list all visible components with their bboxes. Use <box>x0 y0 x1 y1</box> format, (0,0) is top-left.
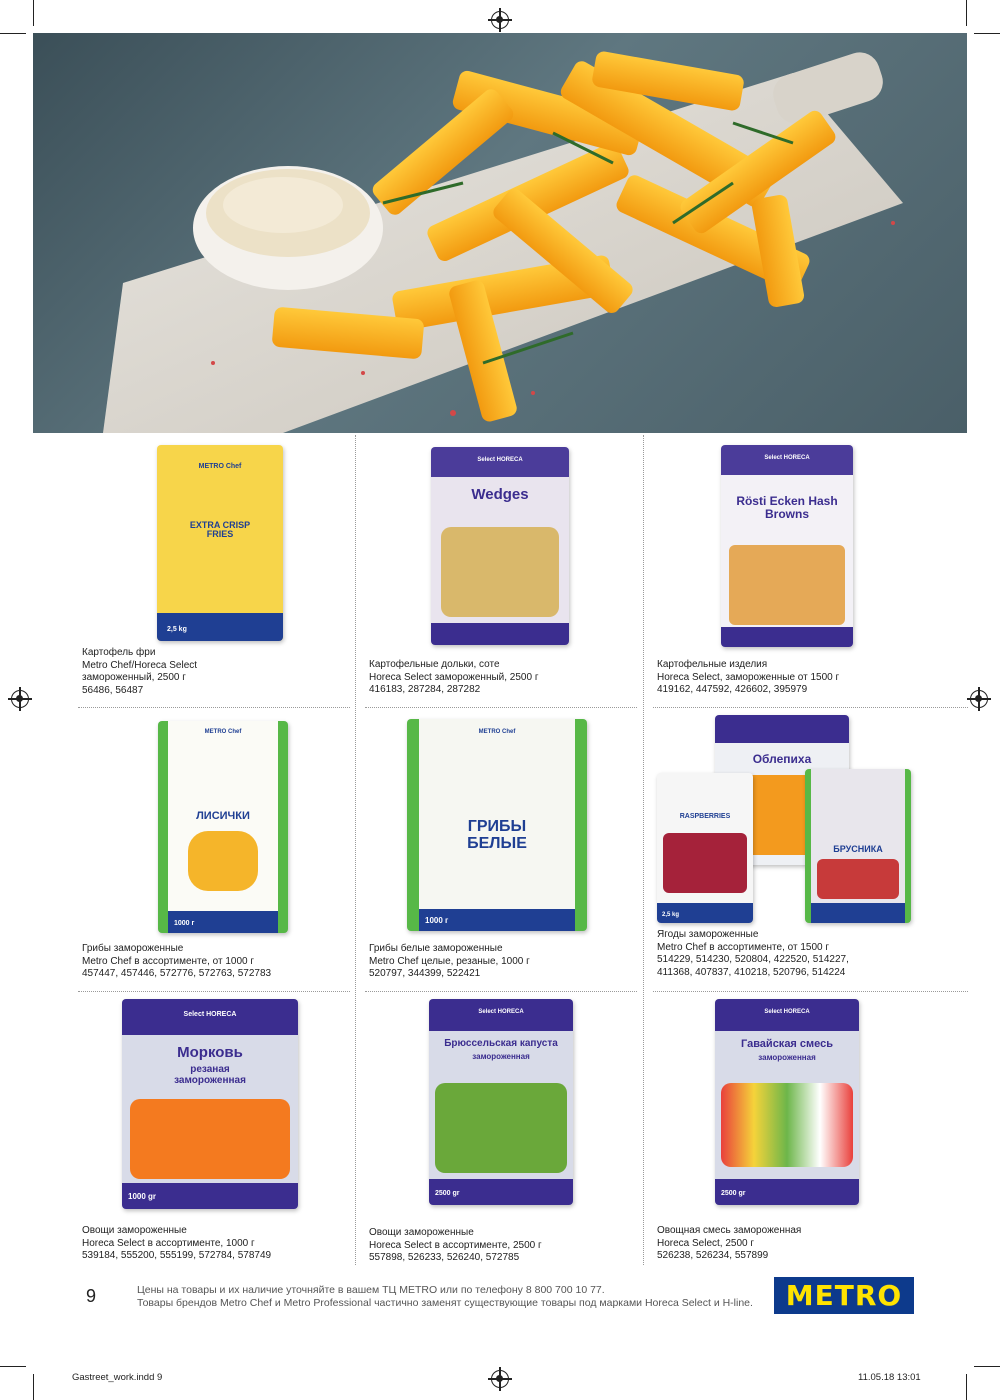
package-weight: 2500 gr <box>721 1189 746 1197</box>
product-description: Ягоды замороженные Metro Chef в ассортименте, от 1500 г 514229, 514230, 520804, 422520, 514227, 411368, 407837, 410218, 520796, 514224 <box>657 929 849 978</box>
print-slug-date: 11.05.18 13:01 <box>858 1372 921 1383</box>
package-title: ЛИСИЧКИ <box>196 810 250 822</box>
crop-mark <box>966 1374 967 1400</box>
package-title: Гавайская смесь <box>740 1038 834 1050</box>
product-description: Грибы белые замороженные Metro Chef целые, резаные, 1000 г 520797, 344399, 522421 <box>369 943 530 979</box>
product-card[interactable] <box>365 715 645 985</box>
product-package-image <box>805 769 911 923</box>
hero-photo <box>33 33 967 433</box>
product-package-image <box>715 999 859 1205</box>
row-divider <box>365 707 637 708</box>
fries-illustration <box>33 33 967 433</box>
crop-mark <box>0 1366 26 1367</box>
footer-note-line: Цены на товары и их наличие уточняйте в вашем ТЦ METRO или по телефону 8 800 700 10 77. <box>137 1284 605 1296</box>
product-card[interactable] <box>78 435 358 705</box>
product-description: Картофельные изделия Horeca Select, замороженные от 1500 г 419162, 447592, 426602, 395979 <box>657 659 840 695</box>
package-weight: 1000 gr <box>128 1191 157 1201</box>
registration-mark-icon <box>491 1370 509 1388</box>
package-title-seabuckthorn: Облепиха <box>752 752 812 766</box>
product-package-image <box>429 999 573 1205</box>
page-number: 9 <box>86 1286 97 1306</box>
product-card[interactable] <box>78 715 358 985</box>
package-brand: Select HORECA <box>183 1011 237 1018</box>
row-divider <box>78 991 350 992</box>
product-card[interactable] <box>653 999 933 1269</box>
package-title-lingonberry: БРУСНИКА <box>833 844 883 854</box>
package-brand: Select HORECA <box>477 457 523 463</box>
registration-mark-icon <box>970 690 988 708</box>
package-title-raspberries: RASPBERRIES <box>679 813 731 820</box>
product-description: Грибы замороженные Metro Chef в ассортименте, от 1000 г 457447, 457446, 572776, 572763, 572783 <box>82 943 272 979</box>
product-description: Овощная смесь замороженная Horeca Select, 2500 г 526238, 526234, 557899 <box>657 1225 802 1261</box>
metro-logo: METRO <box>774 1277 914 1314</box>
crop-mark <box>33 0 34 26</box>
footer-note-line: Товары брендов Metro Chef и Metro Professional частично заменят существующие товары под марками Horeca Select и H-line. <box>137 1297 753 1309</box>
row-divider <box>653 991 968 992</box>
package-title: Брюссельская капуста <box>444 1038 558 1049</box>
package-weight: 2,5 kg <box>662 911 680 918</box>
product-description: Картофель фри Metro Chef/Horeca Select замороженный, 2500 г 56486, 56487 <box>82 647 198 696</box>
product-package-image <box>158 721 288 933</box>
row-divider <box>653 707 968 708</box>
package-subtitle: замороженная <box>472 1052 530 1061</box>
crop-mark <box>974 1366 1000 1367</box>
print-slug-file: Gastreet_work.indd 9 <box>72 1372 163 1383</box>
registration-mark-icon <box>491 11 509 29</box>
package-brand: METRO Chef <box>478 729 516 735</box>
product-package-image <box>721 445 853 647</box>
crop-mark <box>974 33 1000 34</box>
product-package-image <box>657 773 753 923</box>
product-card[interactable] <box>653 715 933 985</box>
package-subtitle: замороженная <box>758 1053 816 1062</box>
package-brand: Select HORECA <box>764 455 810 461</box>
package-brand: Select HORECA <box>478 1009 524 1015</box>
package-weight: 1000 г <box>425 915 449 925</box>
product-package-image <box>407 719 587 931</box>
product-card[interactable] <box>78 999 358 1269</box>
package-title: ГРИБЫ БЕЛЫЕ <box>467 818 527 852</box>
package-brand: METRO Chef <box>204 729 242 735</box>
package-title: Rösti Ecken Hash Browns <box>736 494 838 521</box>
crop-mark <box>966 0 967 26</box>
crop-mark <box>33 1374 34 1400</box>
package-title: Wedges <box>471 486 529 503</box>
package-weight: 2500 gr <box>435 1189 460 1197</box>
product-card[interactable] <box>653 435 933 705</box>
product-description: Овощи замороженные Horeca Select в ассортименте, 2500 г 557898, 526233, 526240, 572785 <box>369 1227 542 1263</box>
row-divider <box>78 707 350 708</box>
product-card[interactable] <box>365 999 645 1269</box>
package-brand: Select HORECA <box>764 1009 810 1015</box>
package-title: EXTRA CRISP FRIES <box>189 520 251 540</box>
product-package-image <box>431 447 569 645</box>
product-description: Картофельные дольки, соте Horeca Select замороженный, 2500 г 416183, 287284, 287282 <box>369 659 539 695</box>
package-title: Морковь <box>177 1044 243 1061</box>
product-description: Овощи замороженные Horeca Select в ассортименте, 1000 г 539184, 555200, 555199, 572784, 578749 <box>82 1225 272 1261</box>
product-card[interactable] <box>365 435 645 705</box>
package-weight: 1000 г <box>174 919 195 927</box>
footer-note <box>137 1284 753 1310</box>
product-grid <box>78 435 968 1275</box>
package-subtitle: резаная замороженная <box>174 1064 246 1086</box>
package-weight: 2,5 kg <box>167 625 187 633</box>
row-divider <box>365 991 637 992</box>
registration-mark-icon <box>11 690 29 708</box>
product-package-image <box>157 445 283 641</box>
product-package-image <box>122 999 298 1209</box>
crop-mark <box>0 33 26 34</box>
package-brand: METRO Chef <box>198 463 242 470</box>
